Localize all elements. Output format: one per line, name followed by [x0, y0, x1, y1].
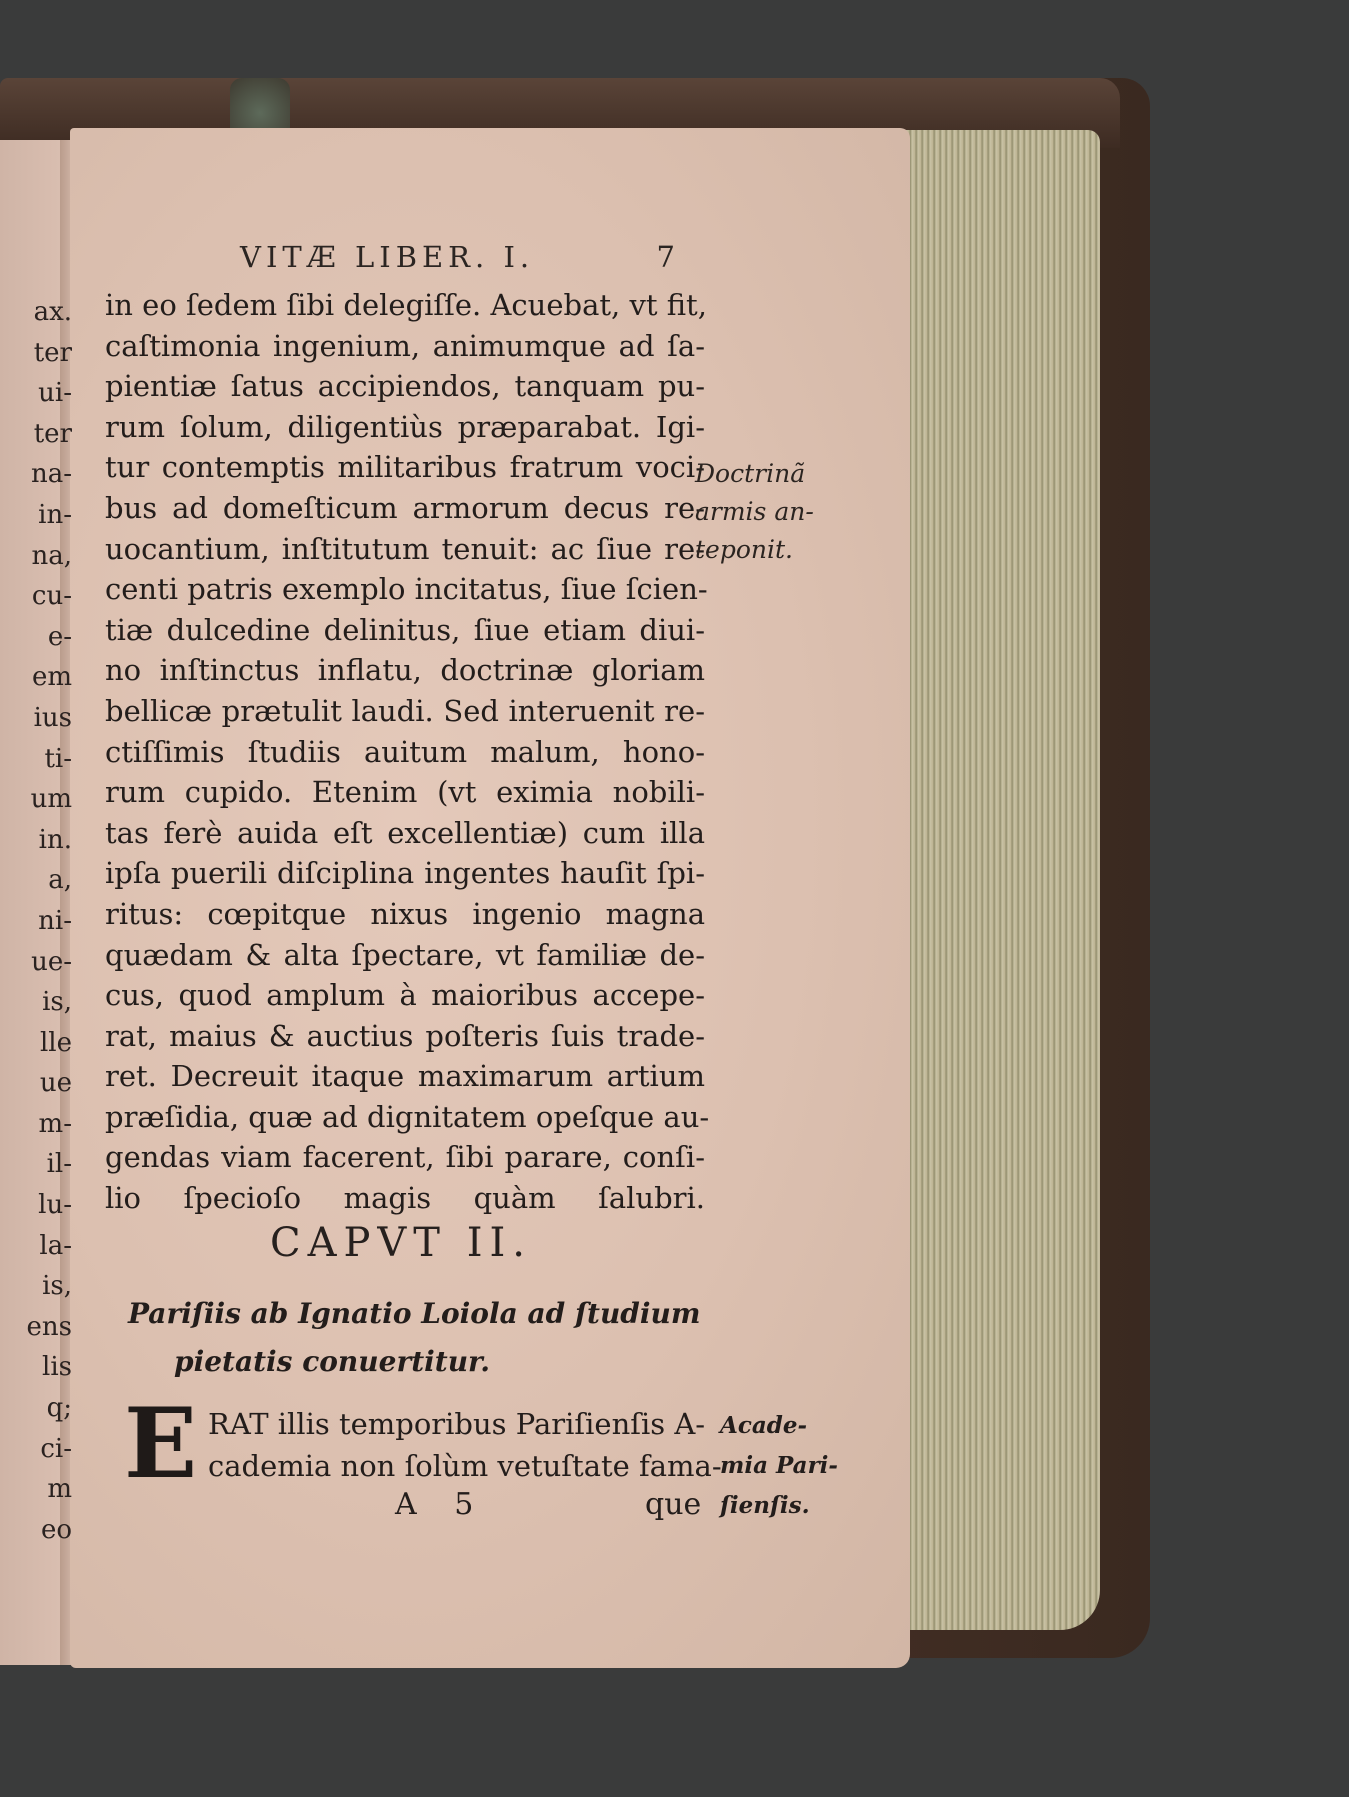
left-page-line-fragment: ens [26, 1311, 72, 1342]
body-line: præſidia, quæ ad dignitatem opeſque au- [105, 1099, 710, 1134]
left-page-line-fragment: lis [42, 1352, 72, 1383]
chapter-summary [128, 1290, 728, 1386]
body-line: centi patris exemplo incitatus, ſiue ſcien- [105, 572, 708, 607]
body-line: rum cupido. Etenim (vt eximia nobili- [105, 775, 705, 810]
body-line: bellicæ prætulit laudi. Sed interuenit re- [105, 693, 705, 728]
body-line: pientiæ ſatus accipiendos, tanquam pu- [105, 369, 705, 404]
marginal-note-line: Acade- [720, 1412, 808, 1439]
left-page-line-fragment: um [30, 784, 72, 815]
marginal-note-line: mia Pari- [720, 1452, 838, 1479]
left-page-line-fragment: na, [31, 540, 72, 571]
marginal-note-line: ſienſis. [720, 1492, 810, 1519]
left-page-line-fragment: m- [38, 1108, 72, 1139]
page-number: 7 [656, 240, 680, 274]
body-line: caſtimonia ingenium, animumque ad ſa- [105, 328, 705, 363]
left-page-line-fragment: ue [39, 1068, 72, 1099]
left-page-line-fragment: la- [39, 1230, 72, 1261]
left-page-line-fragment: lu- [38, 1190, 72, 1221]
section-line: cademia non ſolùm vetuſtate fama- [208, 1449, 722, 1483]
left-page-line-fragment: in. [38, 824, 72, 855]
body-line: gendas viam facerent, ſibi parare, conſi- [105, 1140, 705, 1175]
left-page-line-fragment: ax. [33, 297, 72, 327]
body-line: cus, quod amplum à maioribus accepe- [105, 978, 705, 1013]
signature-mark: A 5 [395, 1487, 488, 1522]
running-head [240, 240, 680, 274]
catchword: que [645, 1487, 702, 1522]
left-page-line-fragment: em [31, 662, 72, 693]
marginal-note-line: Doctrinã [695, 459, 806, 488]
body-text [105, 285, 710, 1219]
body-line: rat, maius & auctius poſteris ſuis trade- [105, 1018, 705, 1053]
left-page-line-fragment: ci- [40, 1433, 72, 1464]
body-line: ritus: cœpitque nixus ingenio magna [105, 896, 705, 931]
body-line: ret. Decreuit itaque maximarum artium [105, 1059, 705, 1094]
marginal-note-doctrina [695, 455, 855, 569]
left-page-line-fragment: a, [48, 865, 72, 896]
left-page-line-fragment: e- [47, 621, 72, 652]
left-page-line-fragment: in- [38, 499, 72, 530]
left-page-line-fragment: ter [33, 337, 72, 368]
left-page-line-fragment: ue- [31, 946, 72, 977]
left-page-line-fragment: eo [40, 1514, 72, 1545]
chapter-summary-line: Pariſiis ab Ignatio Loiola ad ſtudium [128, 1297, 701, 1330]
body-line: quædam & alta ſpectare, vt familiæ de- [105, 937, 705, 972]
marginal-note-line: armis an- [695, 497, 814, 526]
body-line: rum ſolum, diligentiùs præparabat. Igi- [105, 409, 705, 444]
marginal-note-academia [720, 1406, 890, 1526]
left-page-line-fragment: m [47, 1474, 72, 1505]
body-line: lio ſpecioſo magis quàm ſalubri. [105, 1181, 705, 1216]
body-line: no inſtinctus inflatu, doctrinæ gloriam [105, 653, 705, 688]
body-line: tiæ dulcedine delinitus, ſiue etiam diui- [105, 612, 705, 647]
left-page-line-fragment: lle [39, 1027, 72, 1058]
left-page-line-fragment: ti- [44, 743, 72, 774]
chapter-heading: CAPVT II. [270, 1220, 533, 1266]
left-page-line-fragment: ui- [38, 378, 72, 409]
body-line: uocantium, inſtitutum tenuit: ac ſiue re- [105, 531, 705, 566]
body-line: tur contemptis militaribus fratrum voci- [105, 450, 705, 485]
left-page-line-fragment: cu- [31, 581, 72, 612]
body-line: tas ferè auida eſt excellentiæ) cum illa [105, 815, 705, 850]
running-head-title: VITÆ LIBER. I. [240, 240, 535, 274]
left-page-line-fragments [0, 292, 72, 1550]
chapter-summary-line: pietatis conuertitur. [174, 1345, 490, 1378]
section-text [208, 1403, 722, 1487]
left-page-line-fragment: is, [42, 1271, 72, 1302]
section-line: RAT illis temporibus Pariſienſis A- [208, 1407, 706, 1441]
marginal-note-line: teponit. [695, 535, 793, 564]
left-page-line-fragment: ni- [38, 905, 72, 936]
left-page-line-fragment: il- [46, 1149, 72, 1180]
body-line: bus ad domeſticum armorum decus re- [105, 490, 705, 525]
body-line: ctiſſimis ſtudiis auitum malum, hono- [105, 734, 705, 769]
left-page-line-fragment: is, [42, 987, 72, 1018]
left-page-line-fragment: na- [30, 459, 72, 490]
page-block-edges [900, 130, 1100, 1630]
drop-cap: E [124, 1387, 198, 1500]
left-page-line-fragment: q; [46, 1393, 72, 1424]
body-line: ipſa puerili diſciplina ingentes hauſit ſpi- [105, 856, 705, 891]
left-page-line-fragment: ius [33, 702, 72, 733]
left-page-line-fragment: ter [33, 418, 72, 449]
body-line: in eo ſedem ſibi delegiſſe. Acuebat, vt fit, [105, 288, 707, 322]
